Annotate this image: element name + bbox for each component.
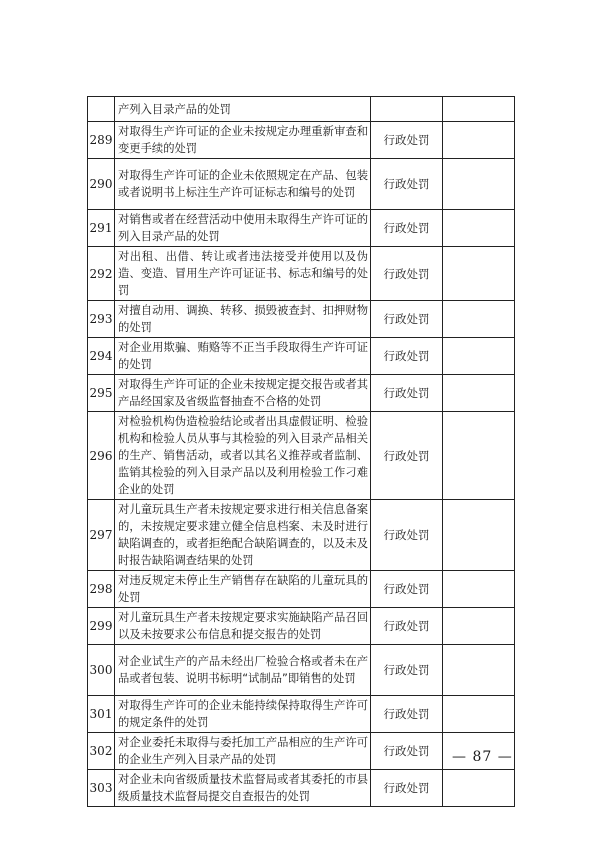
row-category: 行政处罚 xyxy=(371,210,443,247)
row-description: 对检验机构伪造检验结论或者出具虚假证明、检验机构和检验人员从事与其检验的列入目录产品相关的生产、销售活动，或者以其名义推荐或者监制、监销其检验的列入目录产品以及利用检验工作刁难企业的处罚 xyxy=(115,412,371,500)
row-note xyxy=(443,247,515,301)
row-description: 对儿童玩具生产者未按规定要求进行相关信息备案的，未按规定要求建立健全信息档案、未及时进行缺陷调查的，或者拒绝配合缺陷调查的，以及未及时报告缺陷调查结果的处罚 xyxy=(115,500,371,571)
row-description: 对企业委托未取得与委托加工产品相应的生产许可的企业生产列入目录产品的处罚 xyxy=(115,733,371,770)
row-note xyxy=(443,338,515,375)
row-number xyxy=(88,97,115,122)
table-row xyxy=(88,608,515,645)
row-number: 300 xyxy=(88,645,115,696)
row-number: 290 xyxy=(88,159,115,210)
table-row xyxy=(88,375,515,412)
table-row xyxy=(88,645,515,696)
row-number: 301 xyxy=(88,696,115,733)
row-description: 对取得生产许可证的企业未按规定办理重新审查和变更手续的处罚 xyxy=(115,122,371,159)
row-number: 294 xyxy=(88,338,115,375)
row-number: 291 xyxy=(88,210,115,247)
row-category: 行政处罚 xyxy=(371,608,443,645)
row-note xyxy=(443,645,515,696)
row-number: 303 xyxy=(88,770,115,807)
row-note xyxy=(443,122,515,159)
row-category: 行政处罚 xyxy=(371,412,443,500)
row-category: 行政处罚 xyxy=(371,696,443,733)
row-number: 292 xyxy=(88,247,115,301)
row-category: 行政处罚 xyxy=(371,301,443,338)
row-description: 对企业试生产的产品未经出厂检验合格或者未在产品或者包装、说明书标明“试制品”即销售的处罚 xyxy=(115,645,371,696)
row-note xyxy=(443,500,515,571)
table-row xyxy=(88,770,515,807)
row-category: 行政处罚 xyxy=(371,159,443,210)
table-row xyxy=(88,733,515,770)
row-description: 对企业未向省级质量技术监督局或者其委托的市县级质量技术监督局提交自查报告的处罚 xyxy=(115,770,371,807)
row-description: 对出租、出借、转让或者违法接受并使用以及伪造、变造、冒用生产许可证证书、标志和编号的处罚 xyxy=(115,247,371,301)
row-description: 对违反规定未停止生产销售存在缺陷的儿童玩具的处罚 xyxy=(115,571,371,608)
row-category: 行政处罚 xyxy=(371,500,443,571)
row-note xyxy=(443,412,515,500)
row-note xyxy=(443,159,515,210)
penalty-catalog-table xyxy=(87,96,515,807)
table-row xyxy=(88,500,515,571)
row-description: 对儿童玩具生产者未按规定要求实施缺陷产品召回以及未按要求公布信息和提交报告的处罚 xyxy=(115,608,371,645)
table-row xyxy=(88,159,515,210)
row-note xyxy=(443,696,515,733)
row-category: 行政处罚 xyxy=(371,571,443,608)
table-row xyxy=(88,338,515,375)
row-note xyxy=(443,571,515,608)
row-number: 295 xyxy=(88,375,115,412)
row-description: 对取得生产许可证的企业未依照规定在产品、包装或者说明书上标注生产许可证标志和编号的处罚 xyxy=(115,159,371,210)
row-number: 298 xyxy=(88,571,115,608)
row-note xyxy=(443,608,515,645)
row-category: 行政处罚 xyxy=(371,338,443,375)
row-note xyxy=(443,210,515,247)
row-number: 302 xyxy=(88,733,115,770)
table-row xyxy=(88,210,515,247)
row-category: 行政处罚 xyxy=(371,122,443,159)
row-number: 297 xyxy=(88,500,115,571)
row-number: 293 xyxy=(88,301,115,338)
page-number: — 87 — xyxy=(452,749,513,765)
row-description: 对擅自动用、调换、转移、损毁被查封、扣押财物的处罚 xyxy=(115,301,371,338)
row-note xyxy=(443,97,515,122)
row-note xyxy=(443,301,515,338)
table-row xyxy=(88,412,515,500)
row-category: 行政处罚 xyxy=(371,247,443,301)
row-category: 行政处罚 xyxy=(371,733,443,770)
row-note xyxy=(443,770,515,807)
table-row xyxy=(88,696,515,733)
row-category: 行政处罚 xyxy=(371,375,443,412)
table-row xyxy=(88,97,515,122)
row-category xyxy=(371,97,443,122)
table-row xyxy=(88,247,515,301)
table-row xyxy=(88,122,515,159)
row-category: 行政处罚 xyxy=(371,645,443,696)
row-number: 289 xyxy=(88,122,115,159)
table-row xyxy=(88,301,515,338)
row-number: 296 xyxy=(88,412,115,500)
row-description: 产列入目录产品的处罚 xyxy=(115,97,371,122)
row-description: 对取得生产许可证的企业未按规定提交报告或者其产品经国家及省级监督抽查不合格的处罚 xyxy=(115,375,371,412)
row-number: 299 xyxy=(88,608,115,645)
row-description: 对取得生产许可的企业未能持续保持取得生产许可的规定条件的处罚 xyxy=(115,696,371,733)
row-description: 对企业用欺骗、贿赂等不正当手段取得生产许可证的处罚 xyxy=(115,338,371,375)
row-note xyxy=(443,375,515,412)
row-category: 行政处罚 xyxy=(371,770,443,807)
table-row xyxy=(88,571,515,608)
row-description: 对销售或者在经营活动中使用未取得生产许可证的列入目录产品的处罚 xyxy=(115,210,371,247)
